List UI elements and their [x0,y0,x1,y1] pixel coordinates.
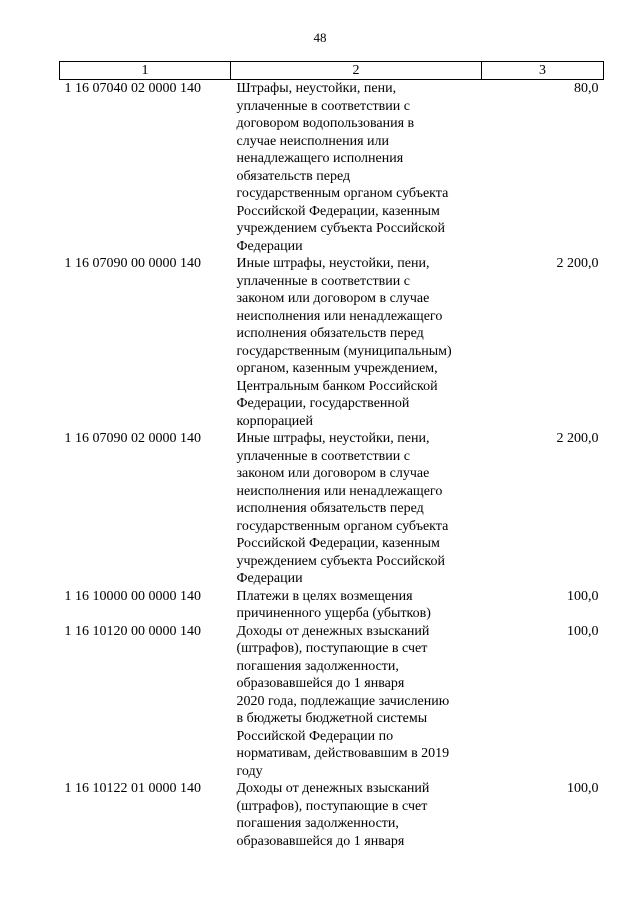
revenue-code-cell: 1 16 07090 00 0000 140 [64,256,201,271]
revenue-code-cell: 1 16 07090 02 0000 140 [64,431,201,446]
description-line: Доходы от денежных взысканий [236,623,430,639]
table-row [60,780,604,850]
description-line: Российской Федерации, казенным [236,536,440,551]
description-line: неисполнения или ненадлежащего [236,483,443,499]
amount-cell: 100,0 [567,623,599,639]
amount-cell: 100,0 [567,781,599,796]
page-number: 48 [313,30,327,45]
description-line: уплаченные в соответствии с [236,98,410,114]
description-line: обязательств перед [236,168,351,184]
description-line: государственным (муниципальным) [236,343,452,359]
table-row [60,80,604,256]
description-line: случае неисполнения или [236,133,389,149]
revenue-code-cell: 1 16 10120 00 0000 140 [64,623,201,639]
description-line: неисполнения или ненадлежащего [236,308,443,324]
description-line: погашения задолженности, [236,658,399,674]
description-line: году [236,763,263,779]
description-line: Центральным банком Российской [236,378,438,394]
table-header [60,62,604,80]
table-body [60,80,604,851]
description-line: (штрафов), поступающие в счет [236,798,428,814]
description-line: законом или договором в случае [236,466,430,481]
description-line: органом, казенным учреждением, [236,361,438,376]
description-line: образовавшейся до 1 января [236,676,405,691]
description-line: Российской Федерации, казенным [236,203,440,219]
amount-cell: 100,0 [567,588,599,604]
table-row [60,255,604,430]
description-line: учреждением субъекта Российской [236,221,446,236]
description-line: Доходы от денежных взысканий [236,781,430,796]
table-row [60,588,604,623]
description-line: Иные штрафы, неустойки, пени, [236,256,430,271]
header-column-3: 3 [482,62,604,80]
description-line: Платежи в целях возмещения [236,588,413,604]
description-line: нормативам, действовавшим в 2019 [236,746,450,761]
amount-cell: 80,0 [574,81,599,96]
description-line: образовавшейся до 1 января [236,833,405,849]
description-line: учреждением субъекта Российской [236,553,446,569]
revenue-description-cell [231,80,482,256]
revenue-description-cell [231,780,482,850]
description-line: исполнения обязательств перед [236,326,424,341]
description-line: (штрафов), поступающие в счет [236,641,428,656]
description-line: в бюджеты бюджетной системы [236,711,428,726]
description-line: Федерации, государственной [236,396,410,411]
revenue-description-cell [231,588,482,623]
revenue-description-cell [231,255,482,430]
description-line: Иные штрафы, неустойки, пени, [236,431,430,446]
description-line: государственным органом субъекта [236,518,449,534]
description-line: Штрафы, неустойки, пени, [236,81,397,96]
description-line: ненадлежащего исполнения [236,151,404,166]
amount-cell: 2 200,0 [556,256,599,271]
revenue-code-cell: 1 16 10000 00 0000 140 [64,588,201,604]
description-line: законом или договором в случае [236,291,430,306]
description-line: причиненного ущерба (убытков) [236,606,431,621]
revenue-description-cell [231,623,482,781]
revenue-code-cell: 1 16 10122 01 0000 140 [64,781,201,796]
description-line: корпорацией [236,413,313,429]
description-line: погашения задолженности, [236,816,399,831]
description-line: Федерации [236,571,303,586]
description-line: исполнения обязательств перед [236,501,424,516]
description-line: государственным органом субъекта [236,186,449,201]
description-line: Федерации [236,238,303,254]
revenue-description-cell [231,430,482,588]
header-row [60,62,604,80]
revenue-code-cell: 1 16 07040 02 0000 140 [64,81,201,96]
description-line: договором водопользования в [236,116,415,131]
header-column-1: 1 [60,62,231,80]
amount-cell: 2 200,0 [556,431,599,446]
table-row [60,623,604,781]
description-line: 2020 года, подлежащие зачислению [236,693,450,709]
table-row [60,430,604,588]
description-line: Российской Федерации по [236,728,394,744]
budget-revenue-table [59,61,604,850]
header-column-2: 2 [231,62,482,80]
description-line: уплаченные в соответствии с [236,273,410,289]
description-line: уплаченные в соответствии с [236,448,410,464]
